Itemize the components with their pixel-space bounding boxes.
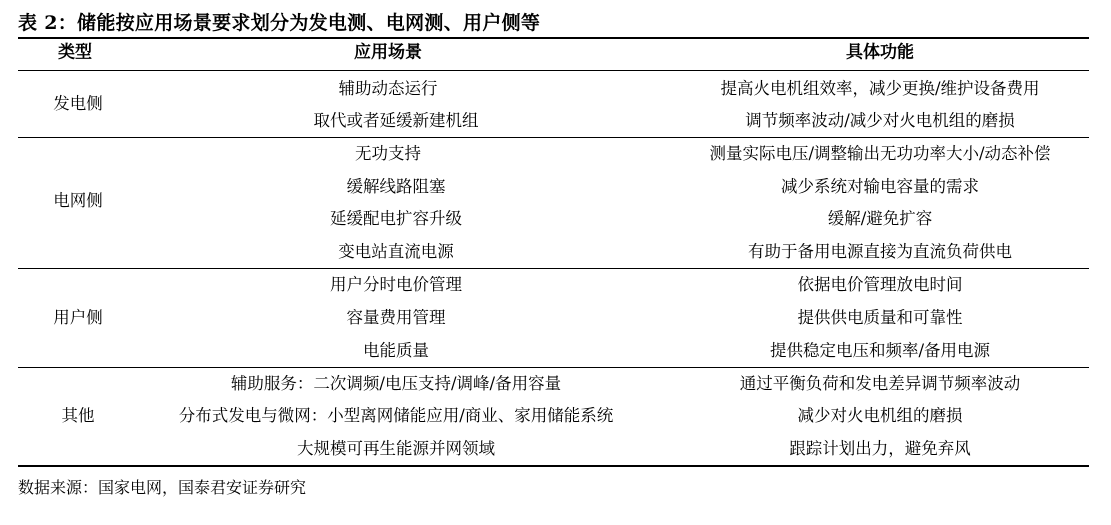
header-type: 类型 bbox=[58, 42, 92, 63]
table-cell-scenario: 辅助服务：二次调频/电压支持/调峰/备用容量 bbox=[230, 373, 562, 393]
table-cell-scenario: 延缓配电扩容升级 bbox=[330, 208, 462, 228]
header-scenario: 应用场景 bbox=[354, 42, 422, 63]
group-divider bbox=[18, 137, 1089, 138]
group-divider bbox=[18, 268, 1089, 269]
table-cell-scenario: 用户分时电价管理 bbox=[330, 274, 462, 294]
source-note: 数据来源：国家电网，国泰君安证券研究 bbox=[18, 478, 307, 497]
group-type-label: 电网侧 bbox=[53, 190, 103, 210]
table-cell-function: 缓解/避免扩容 bbox=[827, 208, 933, 228]
table-cell-scenario: 辅助动态运行 bbox=[338, 78, 438, 98]
table-cell-function: 有助于备用电源直接为直流负荷供电 bbox=[748, 241, 1012, 261]
group-type-label: 其他 bbox=[61, 405, 95, 425]
header-function: 具体功能 bbox=[846, 42, 914, 63]
table-cell-scenario: 缓解线路阻塞 bbox=[346, 176, 446, 196]
table-cell-function: 测量实际电压/调整输出无功功率大小/动态补偿 bbox=[709, 143, 1051, 163]
table-cell-scenario: 分布式发电与微网：小型离网储能应用/商业、家用储能系统 bbox=[178, 405, 614, 425]
table-cell-scenario: 取代或者延缓新建机组 bbox=[313, 110, 479, 130]
table-cell-function: 依据电价管理放电时间 bbox=[797, 274, 963, 294]
table-cell-function: 提供供电质量和可靠性 bbox=[797, 307, 963, 327]
table-cell-scenario: 变电站直流电源 bbox=[338, 241, 454, 261]
table-cell-scenario: 容量费用管理 bbox=[346, 307, 446, 327]
table-cell-function: 跟踪计划出力，避免弃风 bbox=[789, 438, 971, 458]
header-rule bbox=[18, 70, 1089, 71]
table-cell-scenario: 无功支持 bbox=[355, 143, 421, 163]
group-type-label: 发电侧 bbox=[53, 93, 103, 113]
table-cell-function: 减少对火电机组的磨损 bbox=[797, 405, 963, 425]
table-bottom-rule bbox=[18, 465, 1089, 467]
table-cell-scenario: 大规模可再生能源并网领域 bbox=[297, 438, 495, 458]
group-type-label: 用户侧 bbox=[53, 307, 103, 327]
table-cell-function: 调节频率波动/减少对火电机组的磨损 bbox=[745, 110, 1015, 130]
table-cell-function: 通过平衡负荷和发电差异调节频率波动 bbox=[739, 373, 1021, 393]
table-cell-function: 提供稳定电压和频率/备用电源 bbox=[769, 340, 991, 360]
group-divider bbox=[18, 367, 1089, 368]
table-top-rule bbox=[18, 37, 1089, 39]
table-cell-function: 减少系统对输电容量的需求 bbox=[781, 176, 979, 196]
table-cell-scenario: 电能质量 bbox=[363, 340, 429, 360]
table-cell-function: 提高火电机组效率，减少更换/维护设备费用 bbox=[720, 78, 1040, 98]
table-title: 表 2：储能按应用场景要求划分为发电测、电网测、用户侧等 bbox=[18, 12, 541, 34]
